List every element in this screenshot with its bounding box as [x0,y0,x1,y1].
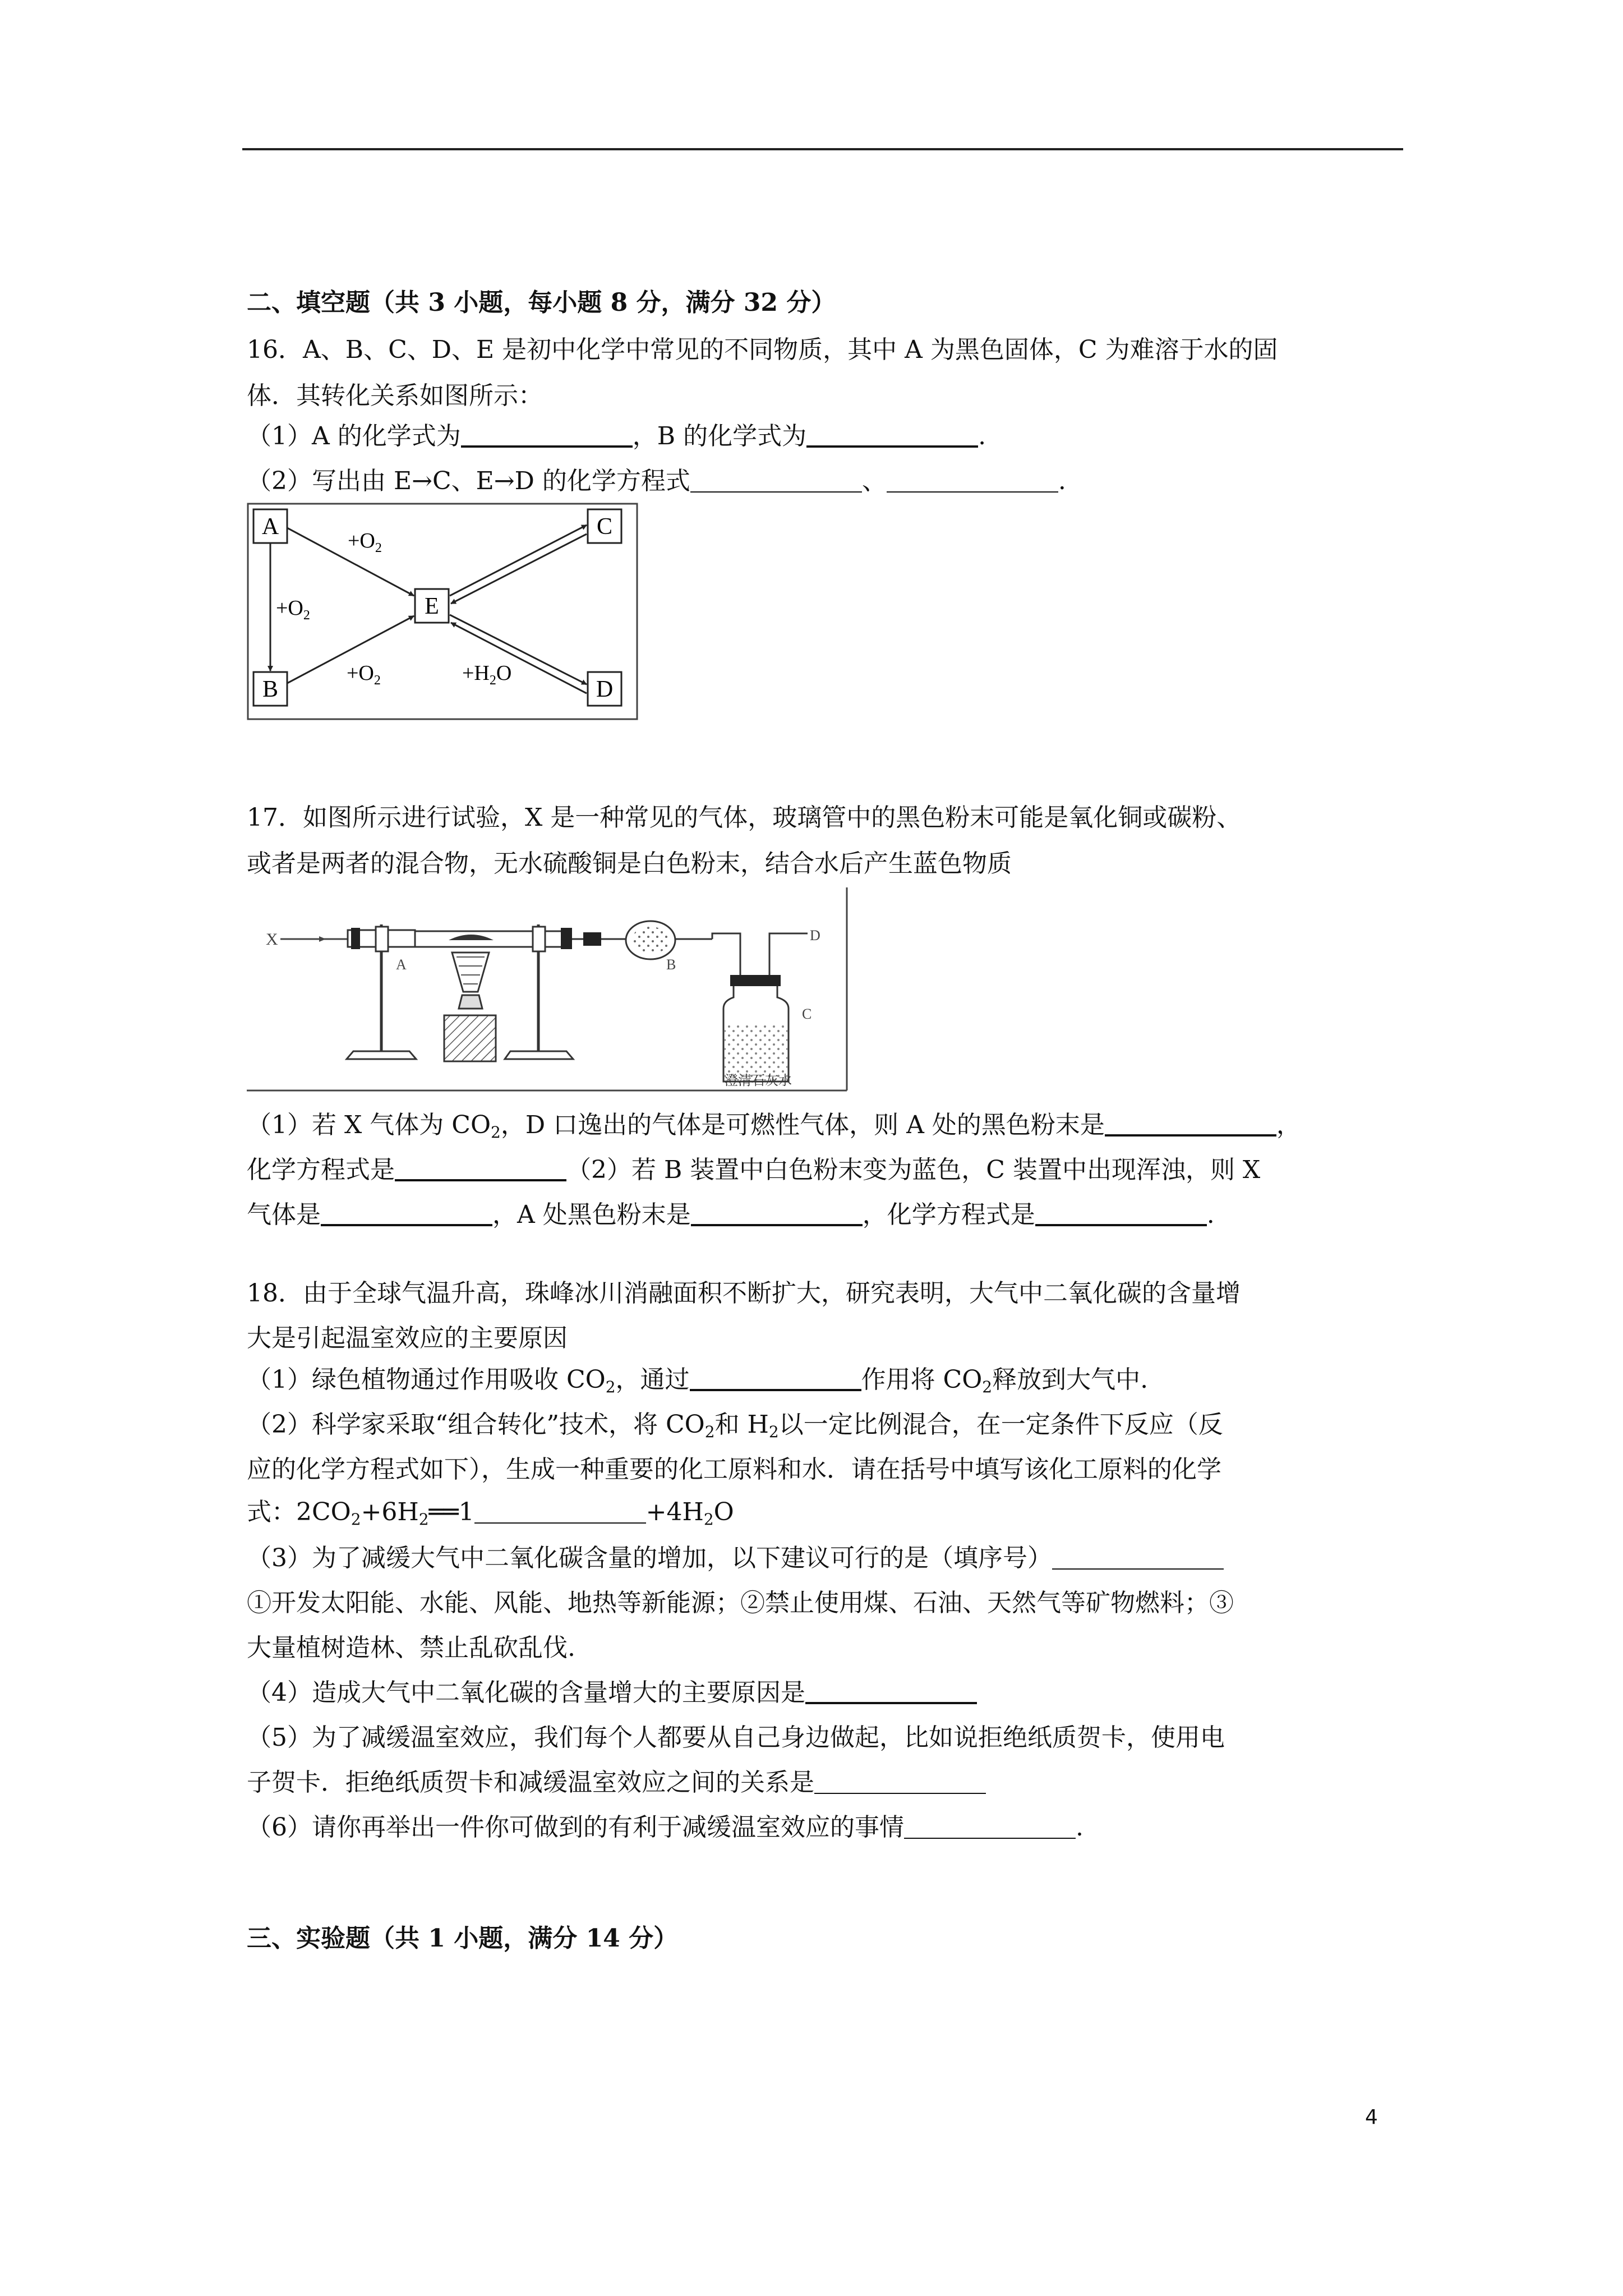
section-2-heading: 二、填空题（共 3 小题，每小题 8 分，满分 32 分） [247,288,836,317]
section-3-heading: 三、实验题（共 1 小题，满分 14 分） [247,1924,679,1953]
q17-part1: （1）若 X 气体为 $CO_2$，D 口逸出的气体是可燃性气体，则 A 处的黑色粉末是 ， [247,1103,1301,1148]
q18-answer-blank-2[interactable] [474,1493,646,1524]
label-x: X [266,930,278,949]
svg-text:A: A [261,514,279,540]
drying-bulb-b [606,921,712,959]
q18-stem-line1: 18．由于全球气温升高，珠峰冰川消融面积不断扩大，研究表明，大气中二氧化碳的含量增 [247,1279,1241,1308]
q17-answer-blank-equation-1[interactable] [395,1150,566,1181]
label-c: C [802,1006,812,1022]
q17-stem-line1: 17．如图所示进行试验，X 是一种常见的气体，玻璃管中的黑色粉末可能是氧化铜或碳粉、 [247,803,1242,832]
q16-equation-blank-ec[interactable] [690,462,862,493]
q17-answer-blank-gas[interactable] [321,1195,492,1226]
q16-answer-blank-a[interactable] [461,416,633,448]
q18-answer-blank-4[interactable] [805,1673,977,1704]
q18-part3-line2: ①开发太阳能、水能、风能、地热等新能源；②禁止使用煤、石油、天然气等矿物燃料；③ [247,1589,1234,1617]
q18-stem-line2: 大是引起温室效应的主要原因 [247,1324,568,1352]
node-d [588,672,621,706]
q17-answer-blank-powder-2[interactable] [691,1195,863,1226]
q18-part2-equation: 式：$2CO_2+6H_2══1 +4H_2O$ [247,1490,734,1535]
svg-text:B: B [262,677,279,702]
q17-answer-blank-equation-2[interactable] [1035,1195,1207,1226]
q18-part3-line3: 大量植树造林、禁止乱砍乱伐. [247,1634,575,1662]
q18-answer-blank-3[interactable] [1052,1539,1224,1570]
q17-stem-line2: 或者是两者的混合物，无水硫酸铜是白色粉末，结合水后产生蓝色物质 [247,849,1012,878]
label-a-b: $+O_2$ [276,596,310,623]
q18-part2: （2）科学家采取“组合转化”技术，将 $CO_2$和 $H_2$以一定比例混合，在一定条件下反应（反 [247,1410,1223,1441]
q18-answer-blank-1[interactable] [690,1360,861,1391]
q18-part4: （4）造成大气中二氧化碳的含量增大的主要原因是 [247,1671,977,1715]
q18-answer-blank-6[interactable] [904,1809,1076,1839]
node-a [253,509,287,543]
page-number: 4 [1365,2106,1378,2129]
bottle-c [723,975,789,1082]
q17-part2: 气体是 ，A 处黑色粉末是 ，化学方程式是 . [247,1193,1215,1237]
label-a-e: $+O_2$ [348,529,382,555]
arrow-c-to-e [451,534,587,604]
label-e-d: $+H_2O$ [462,661,512,688]
label-b: B [666,956,676,973]
q16-answer-blank-b[interactable] [806,416,978,448]
node-b [253,672,287,706]
q18-part2-line2: 应的化学方程式如下），生成一种重要的化工原料和水．请在括号中填写该化工原料的化学 [247,1455,1221,1484]
q18-part1: （1）绿色植物通过作用吸收 $CO_2$，通过 作用将 $CO_2$释放到大气中. [247,1358,1148,1402]
label-d: D [810,927,820,944]
q16-conversion-diagram [247,503,639,721]
q18-part3: （3）为了减缓大气中二氧化碳含量的增加，以下建议可行的是（填序号） [247,1536,1224,1581]
alcohol-lamp [444,953,496,1061]
q18-part5: （5）为了减缓温室效应，我们每个人都要从自己身边做起，比如说拒绝纸质贺卡，使用电 [247,1723,1225,1752]
q18-answer-blank-5[interactable] [814,1764,986,1794]
label-b-e: $+O_2$ [347,661,381,688]
q18-part5-line2: 子贺卡．拒绝纸质贺卡和减缓温室效应之间的关系是 [247,1760,986,1805]
label-limewater: 澄清石灰水 [725,1074,792,1088]
q16-stem-line2: 体．其转化关系如图所示： [247,381,543,410]
label-a: A [396,956,407,973]
q16-part2: （2）写出由 E→C、E→D 的化学方程式 、 . [247,459,1066,504]
arrow-e-to-c [450,525,587,596]
q17-answer-blank-powder-1[interactable] [1105,1105,1276,1137]
svg-text:D: D [596,677,614,702]
q16-stem-line1: 16．A、B、C、D、E 是初中化学中常见的不同物质，其中 A 为黑色固体，C 为难溶于水的固 [247,335,1278,364]
q17-apparatus-diagram [247,885,852,1093]
node-c [588,509,621,543]
rubber-connector [583,932,601,946]
svg-text:C: C [596,514,613,540]
node-e [415,589,449,623]
svg-text:E: E [425,593,439,619]
q16-part1: （1）A 的化学式为 ，B 的化学式为 . [247,414,986,459]
q18-part6: （6）请你再举出一件你可做到的有利于减缓温室效应的事情 . [247,1805,1083,1850]
q16-equation-blank-ed[interactable] [887,462,1058,493]
q17-part1-cont: 化学方程式是 （2）若 B 装置中白色粉末变为蓝色，C 装置中出现浑浊，则 X [247,1148,1260,1193]
header-rule [242,148,1403,150]
